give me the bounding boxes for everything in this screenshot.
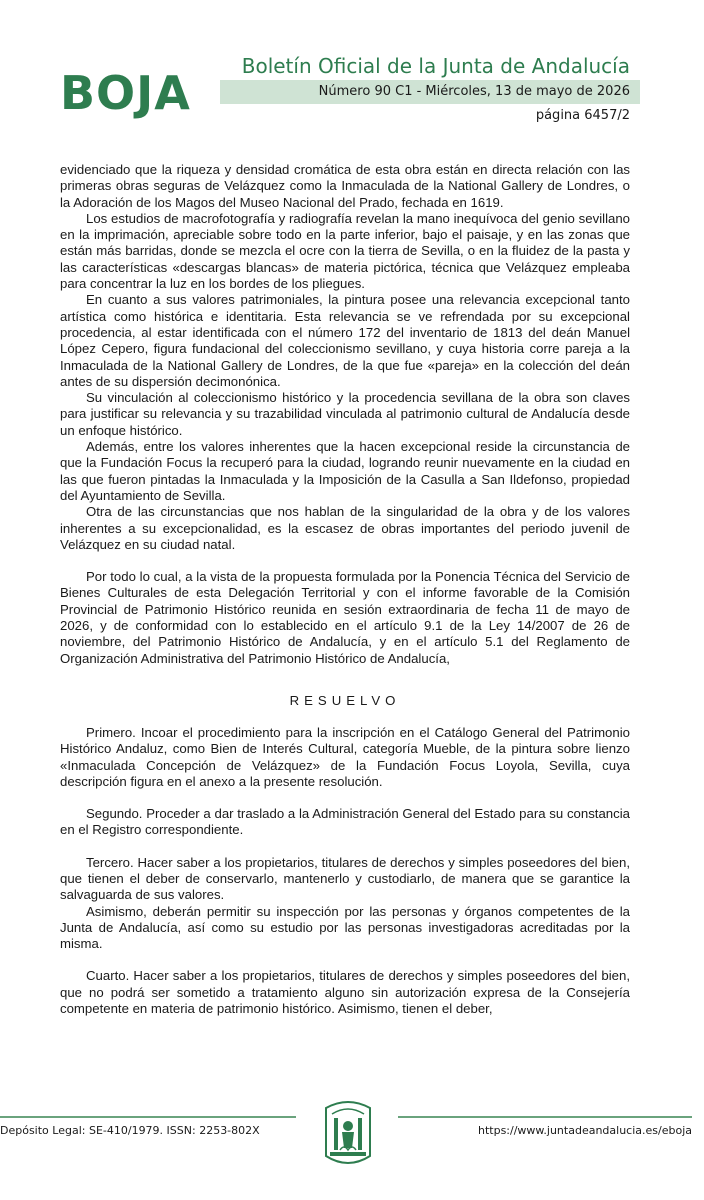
legal-deposit: Depósito Legal: SE-410/1979. ISSN: 2253-802X	[0, 1124, 260, 1137]
footer-url[interactable]: https://www.juntadeandalucia.es/eboja	[478, 1124, 692, 1137]
paragraph-tercero: Tercero. Hacer saber a los propietarios, titulares de derechos y simples poseedores del bien, que tienen el deber de conservarlo, mantenerlo y custodiarlo, de manera que se garantice la salvaguarda de sus valores.	[60, 854, 630, 903]
paragraph-3: En cuanto a sus valores patrimoniales, la pintura posee una relevancia excepcional tanto artística como histórica e identitaria. Esta relevancia se ve refrendada por su excepcional procedencia, al estar identificada con el número 172 del inventario de 1813 del deán Manuel López Cepero, figura fundacional del coleccionismo sevillano, y cuya historia corre pareja a la Inmaculada de la National Gallery de Londres, de la que fue «pareja» en la colección del deán antes de su dispersión decimonónica.	[60, 292, 630, 389]
resuelvo-heading: RESUELVO	[289, 692, 401, 708]
page-number: página 6457/2	[535, 108, 630, 123]
andalucia-crest-icon	[320, 1098, 376, 1168]
paragraph-asimismo: Asimismo, deberán permitir su inspección por las personas y órganos competentes de la Junta de Andalucía, así como su estudio por las personas investigadoras acreditadas por la misma.	[60, 903, 630, 952]
paragraph-4: Su vinculación al coleccionismo histórico y la procedencia sevillana de la obra son claves para justificar su relevancia y su trazabilidad vinculada al patrimonio cultural de Andalucía desde un enfoque histórico.	[60, 390, 630, 438]
paragraph-cuarto: Cuarto. Hacer saber a los propietarios, titulares de derechos y simples poseedores del bien, que no podrá ser sometido a tratamiento alguno sin autorización expresa de la Consejería competente en materia de patrimonio histórico. Asimismo, tienen el deber,	[60, 968, 630, 1017]
paragraph-5: Además, entre los valores inherentes que la hacen excepcional reside la circunstancia de que la Fundación Focus la recuperó para la ciudad, logrando reunir nuevamente en la ciudad en las que fueron pintadas la Inmaculada y la Imposición de la Casulla a San Ildefonso, propiedad del Ayuntamiento de Sevilla.	[60, 439, 630, 503]
footer-rule-left	[0, 1116, 296, 1118]
bulletin-title: Boletín Oficial de la Junta de Andalucía	[241, 54, 630, 78]
paragraph-1: evidenciado que la riqueza y densidad cromática de esta obra están en directa relación con las primeras obras seguras de Velázquez como la Inmaculada de la National Gallery de Londres, o la Adoración de los Magos del Museo Nacional del Prado, fechada en 1619.	[60, 162, 630, 210]
footer-rule-right	[398, 1116, 692, 1118]
issue-info: Número 90 C1 - Miércoles, 13 de mayo de 2026	[318, 84, 630, 99]
paragraph-2: Los estudios de macrofotografía y radiografía revelan la mano inequívoca del genio sevillano en la imprimación, apreciable sobre todo en la parte inferior, bajo el paisaje, y en las zonas que están más barridas, donde se mezcla el ocre con la tierra de Sevilla, o en la fluidez de la pasta y las características «descargas blancas» de materia pictórica, técnica que Velázquez empleaba para concentrar la luz en los bordes de los pliegues.	[60, 210, 630, 292]
paragraph-6: Otra de las circunstancias que nos hablan de la singularidad de la obra y de los valores inherentes a su excepcionalidad, es la escasez de obras importantes del periodo juvenil de Velázquez en su ciudad natal.	[60, 504, 630, 552]
boja-logo: BOJA	[60, 66, 191, 120]
paragraph-7: Por todo lo cual, a la vista de la propuesta formulada por la Ponencia Técnica del Servicio de Bienes Culturales de esta Delegación Territorial y con el informe favorable de la Comisión Provincial de Patrimonio Histórico reunida en sesión extraordinaria de fecha 11 de mayo de 2026, y de conformidad con lo establecido en el artículo 9.1 de la Ley 14/2007 de 26 de noviembre, del Patrimonio Histórico de Andalucía, y en el artículo 5.1 del Reglamento de Organización Administrativa del Patrimonio Histórico de Andalucía,	[60, 569, 630, 666]
paragraph-segundo: Segundo. Proceder a dar traslado a la Administración General del Estado para su constancia en el Registro correspondiente.	[60, 806, 630, 838]
document-body	[60, 162, 630, 1017]
paragraph-primero: Primero. Incoar el procedimiento para la inscripción en el Catálogo General del Patrimonio Histórico Andaluz, como Bien de Interés Cultural, categoría Mueble, de la pintura sobre lienzo «Inmaculada Concepción de Velázquez» de la Fundación Focus Loyola, Sevilla, cuya descripción figura en el anexo a la presente resolución.	[60, 724, 630, 789]
